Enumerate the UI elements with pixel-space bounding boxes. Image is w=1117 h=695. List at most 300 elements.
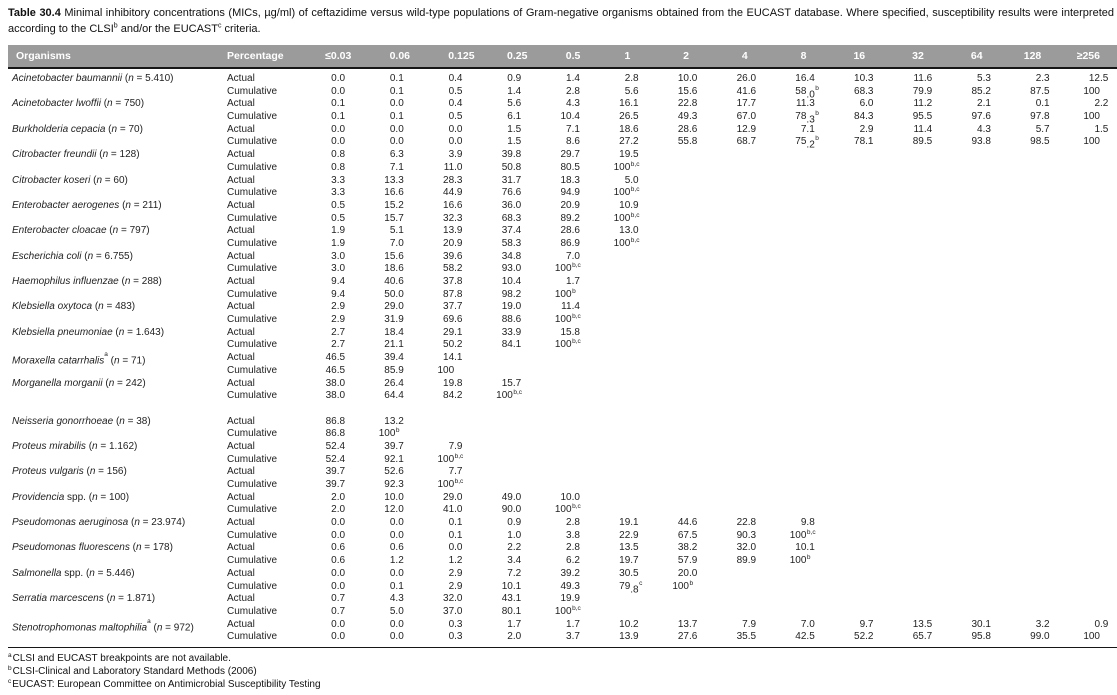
mic-value-cell: 2 .8 bbox=[566, 517, 580, 529]
mic-value-cell: 20 .0 bbox=[677, 567, 698, 579]
mic-value-cell bbox=[823, 517, 882, 530]
mic-value-cell: 18 .3 bbox=[560, 174, 580, 186]
organism-name: Pseudomonas aeruginosa (n = 23.974) bbox=[12, 517, 186, 529]
mic-value-cell: 100 $^{b,c}$ bbox=[613, 160, 640, 173]
mic-value-cell bbox=[589, 378, 648, 391]
mic-value-cell: 5 .3 bbox=[977, 73, 991, 84]
mic-value-cell: 0 .0 bbox=[331, 580, 346, 592]
column-header-organisms: Organisms bbox=[16, 50, 71, 62]
mic-value-cell: 1 .5 bbox=[507, 136, 522, 148]
mic-value-cell bbox=[941, 390, 1000, 406]
mic-value-cell bbox=[823, 492, 882, 505]
mic-value-cell: 1 .7 bbox=[507, 618, 522, 630]
mic-value-cell: 94 .9 bbox=[560, 187, 580, 199]
percentage-type-label: Actual bbox=[227, 567, 255, 579]
mic-value-cell: 39 .2 bbox=[560, 567, 580, 579]
mic-value-cell bbox=[882, 149, 941, 162]
mic-value-cell bbox=[530, 390, 589, 406]
mic-value-cell bbox=[1058, 492, 1117, 505]
mic-value-cell: 1 .9 bbox=[331, 237, 346, 249]
percentage-type-label: Actual bbox=[227, 301, 255, 313]
mic-value-cell bbox=[1058, 149, 1117, 162]
mic-value-cell: 22 .8 bbox=[736, 517, 757, 529]
mic-value-cell: 0 .7 bbox=[331, 605, 346, 617]
mic-value-cell: 86 .8 bbox=[325, 428, 346, 440]
mic-value-cell: 0 .5 bbox=[331, 199, 346, 211]
mic-value-cell: 3 .3 bbox=[331, 174, 346, 186]
percentage-type-label: Cumulative bbox=[227, 187, 278, 199]
mic-value-cell: 13 .2 bbox=[384, 415, 404, 427]
mic-value-cell bbox=[589, 441, 648, 454]
mic-value-cell: 68 .7 bbox=[736, 136, 757, 148]
mic-value-cell bbox=[882, 416, 941, 429]
mic-value-cell bbox=[941, 492, 1000, 505]
sample-size: (n = 1.871) bbox=[103, 593, 156, 605]
mic-value-cell: 10 .0 bbox=[384, 491, 404, 503]
mic-value-cell: 99 .0 bbox=[1030, 631, 1050, 643]
mic-value-cell bbox=[765, 276, 824, 289]
mic-value-cell: 0 .4 bbox=[448, 98, 463, 110]
mic-value-cell bbox=[471, 416, 530, 429]
table-row-actual bbox=[8, 149, 1117, 162]
mic-value-cell bbox=[1058, 416, 1117, 429]
mic-value-cell bbox=[882, 327, 941, 340]
mic-value-cell bbox=[882, 378, 941, 391]
footnote-marker: a bbox=[8, 651, 12, 659]
table-row-actual bbox=[8, 175, 1117, 188]
mic-value-cell: 100 $^{b,c}$ bbox=[613, 211, 640, 224]
table-row-cumulative bbox=[8, 162, 1117, 175]
mic-value-cell: 3 .7 bbox=[566, 631, 580, 643]
mic-value-cell: 19 .0 bbox=[501, 301, 522, 313]
mic-value-cell bbox=[1058, 175, 1117, 188]
mic-value-cell bbox=[1000, 492, 1059, 505]
sample-size: (n = 242) bbox=[102, 377, 146, 389]
mic-value-cell: 2 .8 bbox=[566, 542, 580, 554]
mic-value-cell bbox=[412, 416, 471, 429]
organism-name: Serratia marcescens (n = 1.871) bbox=[12, 593, 156, 605]
mic-value-cell: 15 .6 bbox=[677, 85, 698, 97]
mic-value-cell: 42 .5 bbox=[795, 631, 815, 643]
mic-value-cell bbox=[1000, 276, 1059, 289]
mic-value-cell bbox=[823, 390, 882, 406]
mic-value-cell: 6 .1 bbox=[507, 111, 522, 123]
mic-value-cell: 78 .1 bbox=[854, 136, 874, 148]
footnote-marker: b,c bbox=[572, 604, 581, 612]
mic-value-cell: 0 .0 bbox=[389, 631, 404, 643]
mic-value-cell bbox=[647, 251, 706, 264]
mic-value-cell: 1 .5 bbox=[507, 123, 522, 135]
footnote-marker: b,c bbox=[630, 211, 640, 219]
mic-value-cell bbox=[823, 441, 882, 454]
caption-text-2: and/or the EUCAST bbox=[117, 22, 218, 35]
mic-column-header: 16 bbox=[853, 50, 866, 62]
mic-value-cell: 27 .2 bbox=[619, 136, 639, 148]
mic-value-cell: 0 .0 bbox=[331, 136, 346, 148]
mic-value-cell bbox=[882, 542, 941, 555]
mic-value-cell bbox=[1000, 149, 1059, 162]
table-row-cumulative bbox=[8, 581, 1117, 594]
mic-value-cell: 1 .4 bbox=[507, 85, 522, 97]
mic-value-cell: 100 $^{b,c}$ bbox=[496, 389, 523, 402]
mic-value-cell: 39 .6 bbox=[443, 250, 463, 262]
mic-value-cell: 2 .9 bbox=[859, 123, 874, 135]
table-row-cumulative bbox=[8, 314, 1117, 327]
mic-column-header: 128 bbox=[1023, 50, 1042, 62]
sample-size: (n = 6.755) bbox=[81, 250, 133, 262]
mic-value-cell: 0 .0 bbox=[389, 529, 404, 541]
percentage-type-label: Cumulative bbox=[227, 580, 278, 592]
mic-value-cell: 2 .7 bbox=[331, 339, 346, 351]
mic-value-cell: 80 .1 bbox=[501, 605, 522, 617]
mic-value-cell bbox=[823, 276, 882, 289]
mic-value-cell: 16 .6 bbox=[443, 199, 463, 211]
mic-value-cell: 84 .1 bbox=[501, 339, 522, 351]
mic-value-cell bbox=[823, 593, 882, 606]
mic-value-cell: 0 .0 bbox=[331, 618, 346, 630]
mic-value-cell: 84 .2 bbox=[443, 390, 463, 402]
mic-value-cell bbox=[1000, 542, 1059, 555]
mic-value-cell: 86 .9 bbox=[560, 237, 580, 249]
sample-size: (n = 38) bbox=[113, 415, 151, 427]
mic-value-cell: 100 $^{b,c}$ bbox=[554, 262, 581, 275]
mic-value-cell bbox=[647, 378, 706, 391]
footnote-marker: a bbox=[147, 617, 151, 625]
mic-value-cell bbox=[647, 466, 706, 479]
mic-value-cell: 100 $^{b,c}$ bbox=[437, 452, 464, 465]
mic-value-cell: 29 .7 bbox=[560, 149, 580, 161]
mic-value-cell bbox=[882, 441, 941, 454]
mic-value-cell bbox=[823, 327, 882, 340]
mic-value-cell bbox=[706, 149, 765, 162]
mic-value-cell bbox=[647, 149, 706, 162]
mic-value-cell: 89 .2 bbox=[560, 212, 580, 224]
mic-value-cell bbox=[765, 492, 824, 505]
mic-value-cell: 13 .9 bbox=[443, 225, 463, 237]
mic-value-cell: 2 .9 bbox=[331, 314, 346, 326]
sample-size: (n = 23.974) bbox=[128, 517, 186, 529]
mic-value-cell bbox=[706, 378, 765, 391]
mic-value-cell bbox=[765, 200, 824, 213]
mic-value-cell bbox=[706, 175, 765, 188]
table-row-cumulative bbox=[8, 213, 1117, 226]
mic-value-cell bbox=[765, 225, 824, 238]
table-row-actual bbox=[8, 441, 1117, 454]
mic-value-cell: 19 .5 bbox=[619, 149, 639, 161]
organism-name: Providencia spp. (n = 100) bbox=[12, 491, 130, 503]
percentage-type-label: Actual bbox=[227, 415, 255, 427]
mic-value-cell bbox=[941, 327, 1000, 340]
mic-value-cell: 37 .0 bbox=[443, 605, 463, 617]
percentage-type-label: Actual bbox=[227, 276, 255, 287]
mic-value-cell: 49 .3 bbox=[677, 111, 698, 123]
mic-column-header: ≥256 bbox=[1076, 50, 1100, 62]
mic-value-cell bbox=[647, 276, 706, 289]
mic-value-cell bbox=[765, 378, 824, 391]
mic-value-cell: 22 .9 bbox=[619, 529, 639, 541]
table-row-cumulative bbox=[8, 136, 1117, 149]
percentage-type-label: Cumulative bbox=[227, 212, 278, 224]
organism-name: Stenotrophomonas maltophilia$^a$ (n = 972) bbox=[12, 617, 194, 633]
mic-value-cell bbox=[765, 149, 824, 162]
mic-value-cell: 0 .0 bbox=[331, 85, 346, 97]
mic-value-cell: 92 .3 bbox=[384, 479, 404, 490]
mic-value-cell: 0 .0 bbox=[389, 567, 404, 579]
mic-value-cell: 100 $^b$ bbox=[789, 554, 811, 567]
sample-size: (n = 750) bbox=[100, 98, 145, 110]
mic-value-cell: 50 .2 bbox=[443, 339, 463, 351]
sample-size: (n = 71) bbox=[107, 355, 146, 367]
mic-value-cell: 52 .6 bbox=[384, 466, 404, 478]
mic-value-cell: 0 .0 bbox=[389, 98, 404, 110]
mic-value-cell bbox=[823, 365, 882, 378]
mic-value-cell bbox=[882, 365, 941, 378]
mic-value-cell: 79 .8$^c$ bbox=[619, 579, 643, 595]
percentage-type-label: Cumulative bbox=[227, 263, 278, 275]
mic-value-cell: 8 .6 bbox=[566, 136, 580, 148]
mic-value-cell: 89 .5 bbox=[912, 136, 933, 148]
mic-value-cell: 5 .6 bbox=[624, 85, 639, 97]
mic-value-cell bbox=[647, 200, 706, 213]
mic-value-cell bbox=[1058, 365, 1117, 378]
percentage-type-label: Actual bbox=[227, 326, 255, 338]
mic-value-cell: 55 .8 bbox=[677, 136, 698, 148]
mic-column-header: 4 bbox=[741, 50, 748, 62]
table-row-cumulative bbox=[8, 428, 1117, 441]
mic-value-cell: 100 $^{b,c}$ bbox=[554, 338, 581, 351]
mic-value-cell: 28 .6 bbox=[677, 123, 698, 135]
table-row-cumulative bbox=[8, 86, 1117, 99]
mic-value-cell: 4 .3 bbox=[566, 98, 580, 110]
organism-name: Burkholderia cepacia (n = 70) bbox=[12, 123, 143, 135]
mic-value-cell: 7 .0 bbox=[389, 237, 404, 249]
mic-value-cell bbox=[882, 517, 941, 530]
organism-name: Moraxella catarrhalis$^a$ (n = 71) bbox=[12, 351, 146, 367]
sample-size: (n = 211) bbox=[119, 199, 162, 211]
footnotes bbox=[8, 652, 1117, 691]
footnote-text: EUCAST: European Committee on Antimicrobial Susceptibility Testing bbox=[12, 678, 321, 690]
footnote-marker: b bbox=[572, 287, 576, 295]
footnote-marker: b,c bbox=[454, 452, 464, 460]
mic-value-cell bbox=[706, 327, 765, 340]
mic-value-cell bbox=[882, 251, 941, 264]
mic-value-cell: 0 .0 bbox=[448, 136, 463, 148]
mic-value-cell bbox=[1000, 517, 1059, 530]
percentage-type-label: Actual bbox=[227, 73, 255, 84]
mic-value-cell bbox=[765, 441, 824, 454]
percentage-type-label: Actual bbox=[227, 466, 255, 478]
table-row-actual bbox=[8, 466, 1117, 479]
mic-value-cell: 64 .4 bbox=[384, 390, 404, 402]
mic-value-cell: 2 .2 bbox=[1094, 98, 1109, 110]
table-row-actual bbox=[8, 276, 1117, 289]
mic-value-cell: 58 .2 bbox=[443, 263, 463, 275]
caption-text-1: Minimal inhibitory concentrations (MICs, µg/ml) of ceftazidime versus wild-type populations of Gram-negative organisms obtained from the EUCAST database. Where specified, susceptibility results were interpreted according to the CLSI bbox=[8, 7, 1114, 35]
mic-value-cell: 13 .3 bbox=[384, 174, 404, 186]
mic-value-cell: 1 .9 bbox=[331, 225, 346, 237]
mic-value-cell: 92 .1 bbox=[384, 453, 404, 465]
mic-value-cell: 87 .5 bbox=[1030, 85, 1050, 97]
percentage-type-label: Actual bbox=[227, 542, 255, 554]
organism-name: Proteus vulgaris (n = 156) bbox=[12, 466, 127, 478]
mic-value-cell bbox=[589, 365, 648, 378]
mic-value-cell bbox=[647, 441, 706, 454]
mic-column-header: 0 .125 bbox=[448, 50, 475, 62]
mic-value-cell bbox=[941, 517, 1000, 530]
mic-value-cell bbox=[941, 149, 1000, 162]
mic-value-cell: 28 .6 bbox=[560, 225, 580, 237]
mic-value-cell: 7 .0 bbox=[800, 618, 815, 630]
table-row-cumulative bbox=[8, 289, 1117, 302]
footnote-text: CLSI and EUCAST breakpoints are not available. bbox=[12, 652, 231, 664]
mic-value-cell: 12 .5 bbox=[1088, 73, 1109, 84]
mic-value-cell: 0 .1 bbox=[389, 580, 404, 592]
mic-value-cell: 11 .6 bbox=[913, 73, 933, 84]
organism-name: Neisseria gonorrhoeae (n = 38) bbox=[12, 415, 151, 427]
footnote-a bbox=[8, 652, 1117, 665]
footnote-divider bbox=[8, 647, 1117, 648]
table-row-cumulative bbox=[8, 606, 1117, 619]
mic-value-cell: 6 .0 bbox=[859, 98, 874, 110]
mic-value-cell: 65 .7 bbox=[912, 631, 933, 643]
percentage-type-label: Actual bbox=[227, 149, 255, 161]
mic-value-cell: 2 .0 bbox=[331, 491, 346, 503]
mic-value-cell: 2 .3 bbox=[1035, 73, 1050, 84]
mic-value-cell bbox=[1000, 301, 1059, 314]
mic-value-cell bbox=[823, 466, 882, 479]
percentage-type-label: Actual bbox=[227, 225, 255, 237]
mic-value-cell: 93 .0 bbox=[501, 263, 522, 275]
table-row-actual bbox=[8, 542, 1117, 555]
mic-value-cell: 39 .8 bbox=[501, 149, 522, 161]
mic-value-cell: 10 .3 bbox=[854, 73, 874, 84]
mic-value-cell bbox=[706, 568, 765, 581]
mic-value-cell bbox=[941, 542, 1000, 555]
mic-value-cell: 15 .6 bbox=[384, 250, 404, 262]
mic-value-cell: 67 .5 bbox=[677, 529, 698, 541]
mic-value-cell bbox=[647, 492, 706, 505]
table-row-actual bbox=[8, 200, 1117, 213]
mic-value-cell bbox=[823, 225, 882, 238]
mic-value-cell bbox=[706, 492, 765, 505]
sample-size: (n = 972) bbox=[150, 621, 194, 633]
mic-value-cell: 9 .4 bbox=[331, 288, 346, 300]
mic-column-header: 2 bbox=[683, 50, 689, 62]
table-row-actual bbox=[8, 225, 1117, 238]
mic-value-cell bbox=[1000, 593, 1059, 606]
percentage-type-label: Cumulative bbox=[227, 605, 278, 617]
mic-value-cell: 100 $^{b,c}$ bbox=[613, 236, 640, 249]
mic-value-cell bbox=[823, 416, 882, 429]
mic-value-cell: 13 .9 bbox=[619, 631, 639, 643]
mic-value-cell: 100 bbox=[437, 364, 455, 376]
mic-value-cell: 2 .9 bbox=[331, 301, 346, 313]
mic-value-cell: 13 .5 bbox=[619, 542, 639, 554]
mic-value-cell: 11 .4 bbox=[561, 301, 580, 313]
table-row-actual bbox=[8, 568, 1117, 581]
table-row-actual bbox=[8, 98, 1117, 111]
mic-value-cell: 3 .8 bbox=[566, 529, 580, 541]
mic-value-cell: 44 .6 bbox=[677, 517, 698, 529]
mic-value-cell: 1 .7 bbox=[566, 618, 580, 630]
table-row-cumulative bbox=[8, 390, 1117, 403]
percentage-type-label: Actual bbox=[227, 123, 255, 135]
mic-value-cell: 100 $^b$ bbox=[378, 427, 400, 440]
footnote-marker: b bbox=[815, 135, 819, 143]
mic-value-cell: 0 .0 bbox=[448, 123, 463, 135]
sample-size: (n = 70) bbox=[105, 123, 143, 135]
mic-value-cell bbox=[941, 593, 1000, 606]
footnote-marker: c bbox=[639, 579, 643, 587]
percentage-type-label: Cumulative bbox=[227, 390, 278, 402]
mic-value-cell: 1 .0 bbox=[507, 529, 522, 541]
mic-value-cell: 90 .0 bbox=[501, 504, 522, 516]
mic-value-cell: 5 .6 bbox=[507, 98, 522, 110]
sample-size: (n = 1.643) bbox=[112, 326, 165, 338]
mic-column-header: ≤0 .03 bbox=[325, 50, 352, 62]
mic-value-cell: 38 .0 bbox=[325, 377, 346, 389]
mic-value-cell: 15 .2 bbox=[384, 199, 404, 211]
mic-value-cell: 0 .0 bbox=[331, 123, 346, 135]
percentage-type-label: Actual bbox=[227, 250, 255, 262]
mic-value-cell bbox=[647, 593, 706, 606]
mic-value-cell: 0 .9 bbox=[1094, 618, 1109, 630]
mic-value-cell: 0 .5 bbox=[448, 85, 463, 97]
organism-name bbox=[8, 365, 227, 378]
mic-value-cell: 89 .9 bbox=[736, 555, 757, 567]
mic-value-cell: 1 .2 bbox=[448, 555, 463, 567]
mic-value-cell: 35 .5 bbox=[736, 631, 757, 643]
mic-value-cell: 50 .8 bbox=[501, 161, 522, 173]
mic-value-cell: 2 .9 bbox=[448, 580, 463, 592]
mic-value-cell bbox=[471, 365, 530, 378]
mic-value-cell bbox=[1000, 327, 1059, 340]
mic-value-cell bbox=[941, 301, 1000, 314]
mic-value-cell bbox=[1058, 390, 1117, 406]
mic-value-cell: 29 .0 bbox=[384, 301, 404, 313]
mic-value-cell bbox=[1058, 327, 1117, 340]
mic-value-cell: 15 .7 bbox=[384, 212, 404, 224]
footnote-marker: b bbox=[815, 84, 819, 92]
table-row-actual bbox=[8, 251, 1117, 264]
mic-value-cell: 0 .4 bbox=[448, 73, 463, 84]
mic-value-cell: 0 .1 bbox=[448, 517, 463, 529]
mic-value-cell bbox=[647, 225, 706, 238]
mic-value-cell: 0 .1 bbox=[331, 111, 346, 123]
table-row-cumulative bbox=[8, 339, 1117, 352]
mic-value-cell: 43 .1 bbox=[501, 593, 522, 605]
mic-value-cell bbox=[1058, 301, 1117, 314]
percentage-type-label: Actual bbox=[227, 491, 255, 503]
mic-value-cell: 26 .4 bbox=[384, 377, 404, 389]
mic-value-cell: 9 .8 bbox=[800, 517, 815, 529]
mic-value-cell: 2 .8 bbox=[566, 85, 580, 97]
mic-value-cell: 4 .3 bbox=[389, 593, 404, 605]
mic-value-cell bbox=[765, 593, 824, 606]
mic-value-cell bbox=[765, 568, 824, 581]
mic-value-cell: 44 .9 bbox=[443, 187, 463, 199]
mic-value-cell: 0 .1 bbox=[389, 73, 404, 84]
mic-value-cell: 85 .9 bbox=[384, 364, 404, 376]
organism-name: Acinetobacter lwoffii (n = 750) bbox=[12, 98, 145, 110]
mic-value-cell: 75 .2$^b$ bbox=[795, 135, 819, 151]
percentage-type-label: Cumulative bbox=[227, 631, 278, 643]
mic-value-cell bbox=[941, 466, 1000, 479]
mic-value-cell: 0 .0 bbox=[331, 567, 346, 579]
footnote-marker: b,c bbox=[630, 186, 640, 194]
mic-value-cell: 15 .7 bbox=[501, 377, 522, 389]
table-number: Table 30.4 bbox=[8, 7, 61, 19]
